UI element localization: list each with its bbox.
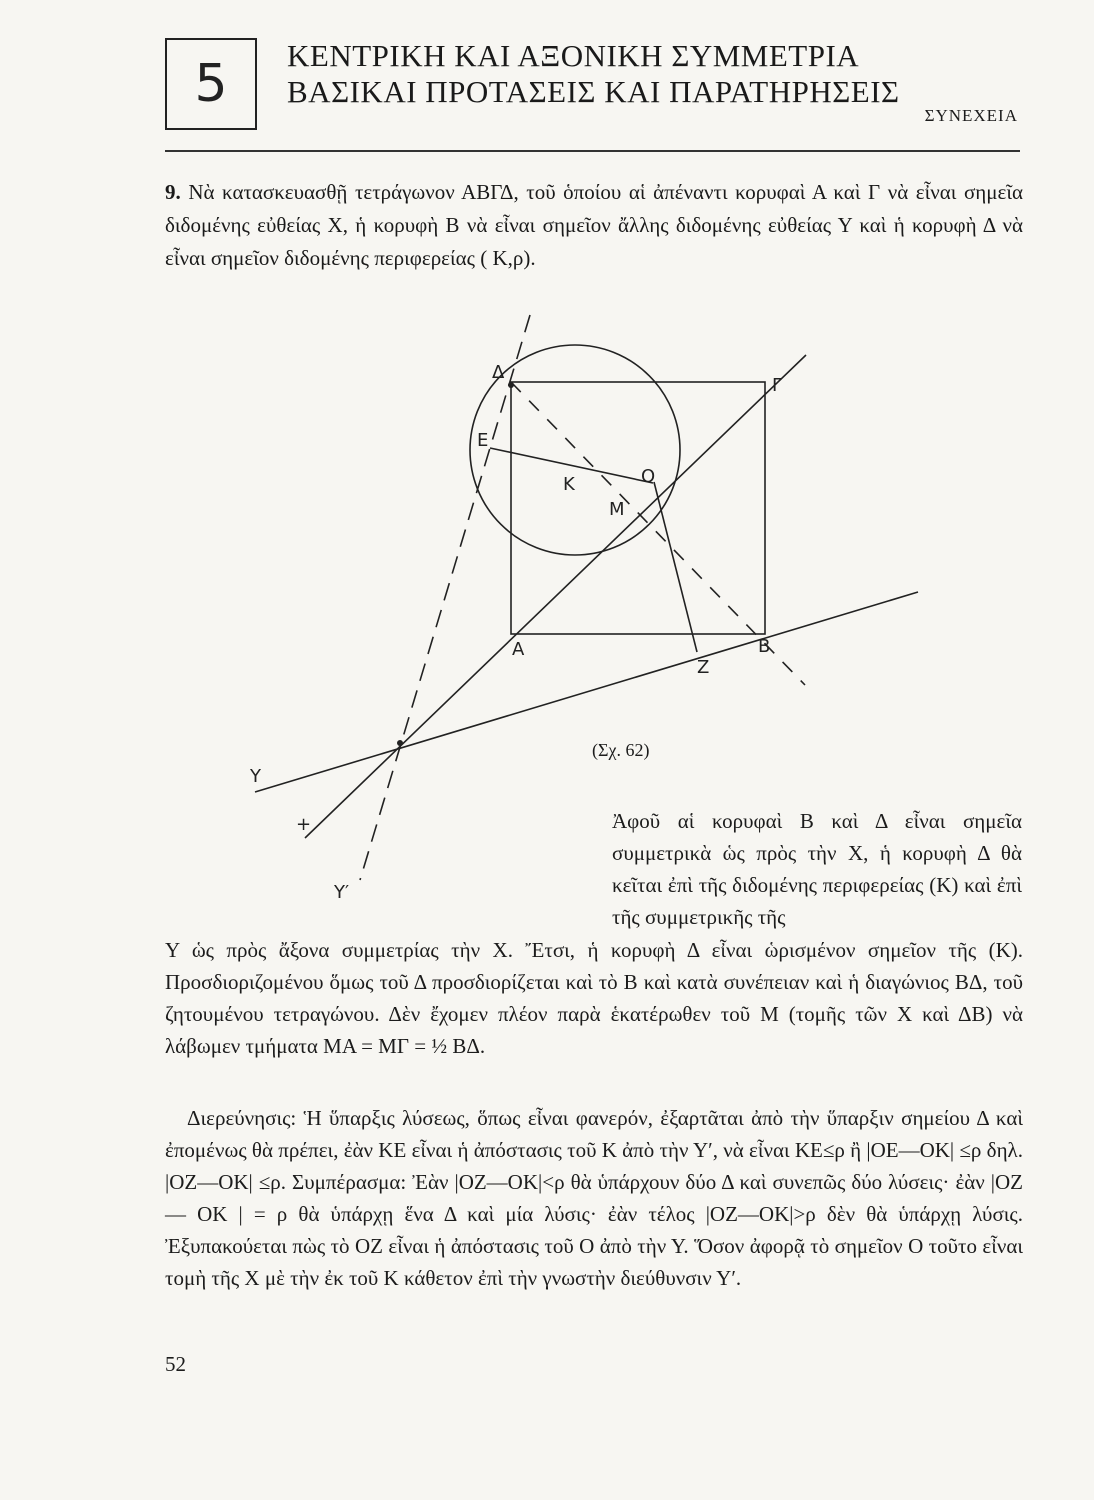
point-d bbox=[508, 382, 514, 388]
point-intersection bbox=[397, 740, 403, 746]
label-y-prime: Y′ bbox=[334, 882, 350, 903]
chapter-title-line1: ΚΕΝΤΡΙΚΗ ΚΑΙ ΑΞΟΝΙΚΗ ΣΥΜΜΕΤΡΙΑ bbox=[287, 38, 860, 73]
label-e: E bbox=[477, 430, 489, 451]
label-a: A bbox=[512, 639, 525, 660]
label-x: + bbox=[296, 814, 312, 835]
label-m: M bbox=[609, 499, 625, 520]
label-z: Z bbox=[697, 657, 710, 678]
figure-caption: (Σχ. 62) bbox=[592, 740, 650, 760]
paragraph-2: Διερεύνησις: Ἡ ὕπαρξις λύσεως, ὅπως εἶναι φανερόν, ἐξαρτᾶται ἀπὸ τὴν ὕπαρξιν σημείου Δ καὶ ἐπομένως θὰ πρέπει, ἐὰν ΚΕ εἶναι ἡ ἀπόστασις τοῦ Κ ἀπὸ τὴν Υ′, νὰ εἶναι ΚΕ≤ρ ἢ |ΟΕ—ΟΚ| ≤ρ δηλ. |ΟΖ—ΟΚ| ≤ρ. Συμπέρασμα: Ἐὰν |ΟΖ—ΟΚ|<ρ θὰ ὑπάρχουν δύο Δ καὶ συνεπῶς δύο λύσεις· ἐὰν |ΟΖ — ΟΚ | = ρ θὰ ὑπάρχῃ ἕνα Δ καὶ μία λύσις· ἐὰν τέλος |ΟΖ—ΟΚ|>ρ δὲν θὰ ὑπάρχῃ λύσις. Ἐξυπακούεται πὼς τὸ ΟΖ εἶναι ἡ ἀπόστασις τοῦ Ο ἀπὸ τὴν Υ. Ὅσον ἀφορᾷ τὸ σημεῖον Ο τοῦτο εἶναι τομὴ τῆς Χ μὲ τὴν ἐκ τοῦ Κ κάθετον ἐπὶ τὴν γνωστὴν διεύθυνσιν Υ′. bbox=[165, 1106, 1023, 1290]
chapter-title-line2: ΒΑΣΙΚΑΙ ΠΡΟΤΑΣΕΙΣ ΚΑΙ ΠΑΡΑΤΗΡΗΣΕΙΣ bbox=[287, 74, 900, 109]
label-o: O bbox=[641, 466, 656, 487]
problem-text: Νὰ κατασκευασθῇ τετράγωνον ΑΒΓΔ, τοῦ ὁποίου αἱ ἀπέναντι κορυφαὶ Α καὶ Γ νὰ εἶναι σημεῖα διδομένης εὐθείας Χ, ἡ κορυφὴ Β νὰ εἶναι σημεῖον ἄλλης διδομένης εὐθείας Υ καὶ ἡ κορυφὴ Δ νὰ εἶναι σημεῖον διδομένης περιφερείας ( Κ,ρ). bbox=[165, 180, 1024, 270]
page-number: 52 bbox=[165, 1352, 186, 1376]
paragraph-1-wrap: Ἀφοῦ αἱ κορυφαὶ Β καὶ Δ εἶναι σημεῖα συμμετρικὰ ὡς πρὸς τὴν Χ, ἡ κορυφὴ Δ θὰ κεῖται ἐπὶ τῆς διδομένης περιφερείας (Κ) καὶ ἐπὶ τῆς συμμετρικῆς τῆς bbox=[612, 809, 1022, 929]
label-b: B bbox=[758, 636, 771, 657]
label-d: Δ bbox=[492, 362, 505, 383]
line-y-prime bbox=[360, 315, 530, 880]
label-g: Γ bbox=[772, 375, 783, 396]
paragraph-1-continued: Υ ὡς πρὸς ἄξονα συμμετρίας τὴν Χ. Ἔτσι, ἡ κορυφὴ Δ εἶναι ὡρισμένον σημεῖον τῆς (Κ). Προσδιοριζομένου ὅμως τοῦ Δ προσδιορίζεται καὶ τὸ Β καὶ κατὰ συνέπειαν καὶ ἡ διαγώνιος ΒΔ, τοῦ ζητουμένου τετραγώνου. Δὲν ἔχομεν πλέον παρὰ ἑκατέρωθεν τοῦ Μ (τομῆς τῶν Χ καὶ ΔΒ) νὰ λάβωμεν τμήματα ΜΑ = ΜΓ = ½ ΒΔ. bbox=[165, 938, 1023, 1058]
chapter-number: 5 bbox=[194, 54, 228, 114]
line-y bbox=[255, 592, 918, 792]
square-abgd bbox=[511, 382, 765, 634]
label-k: K bbox=[563, 474, 575, 495]
problem-number: 9. bbox=[165, 180, 181, 204]
label-y: Y bbox=[250, 766, 261, 787]
chapter-subtitle: ΣΥΝΕΧΕΙΑ bbox=[924, 106, 1018, 125]
segment-oz bbox=[654, 482, 697, 652]
